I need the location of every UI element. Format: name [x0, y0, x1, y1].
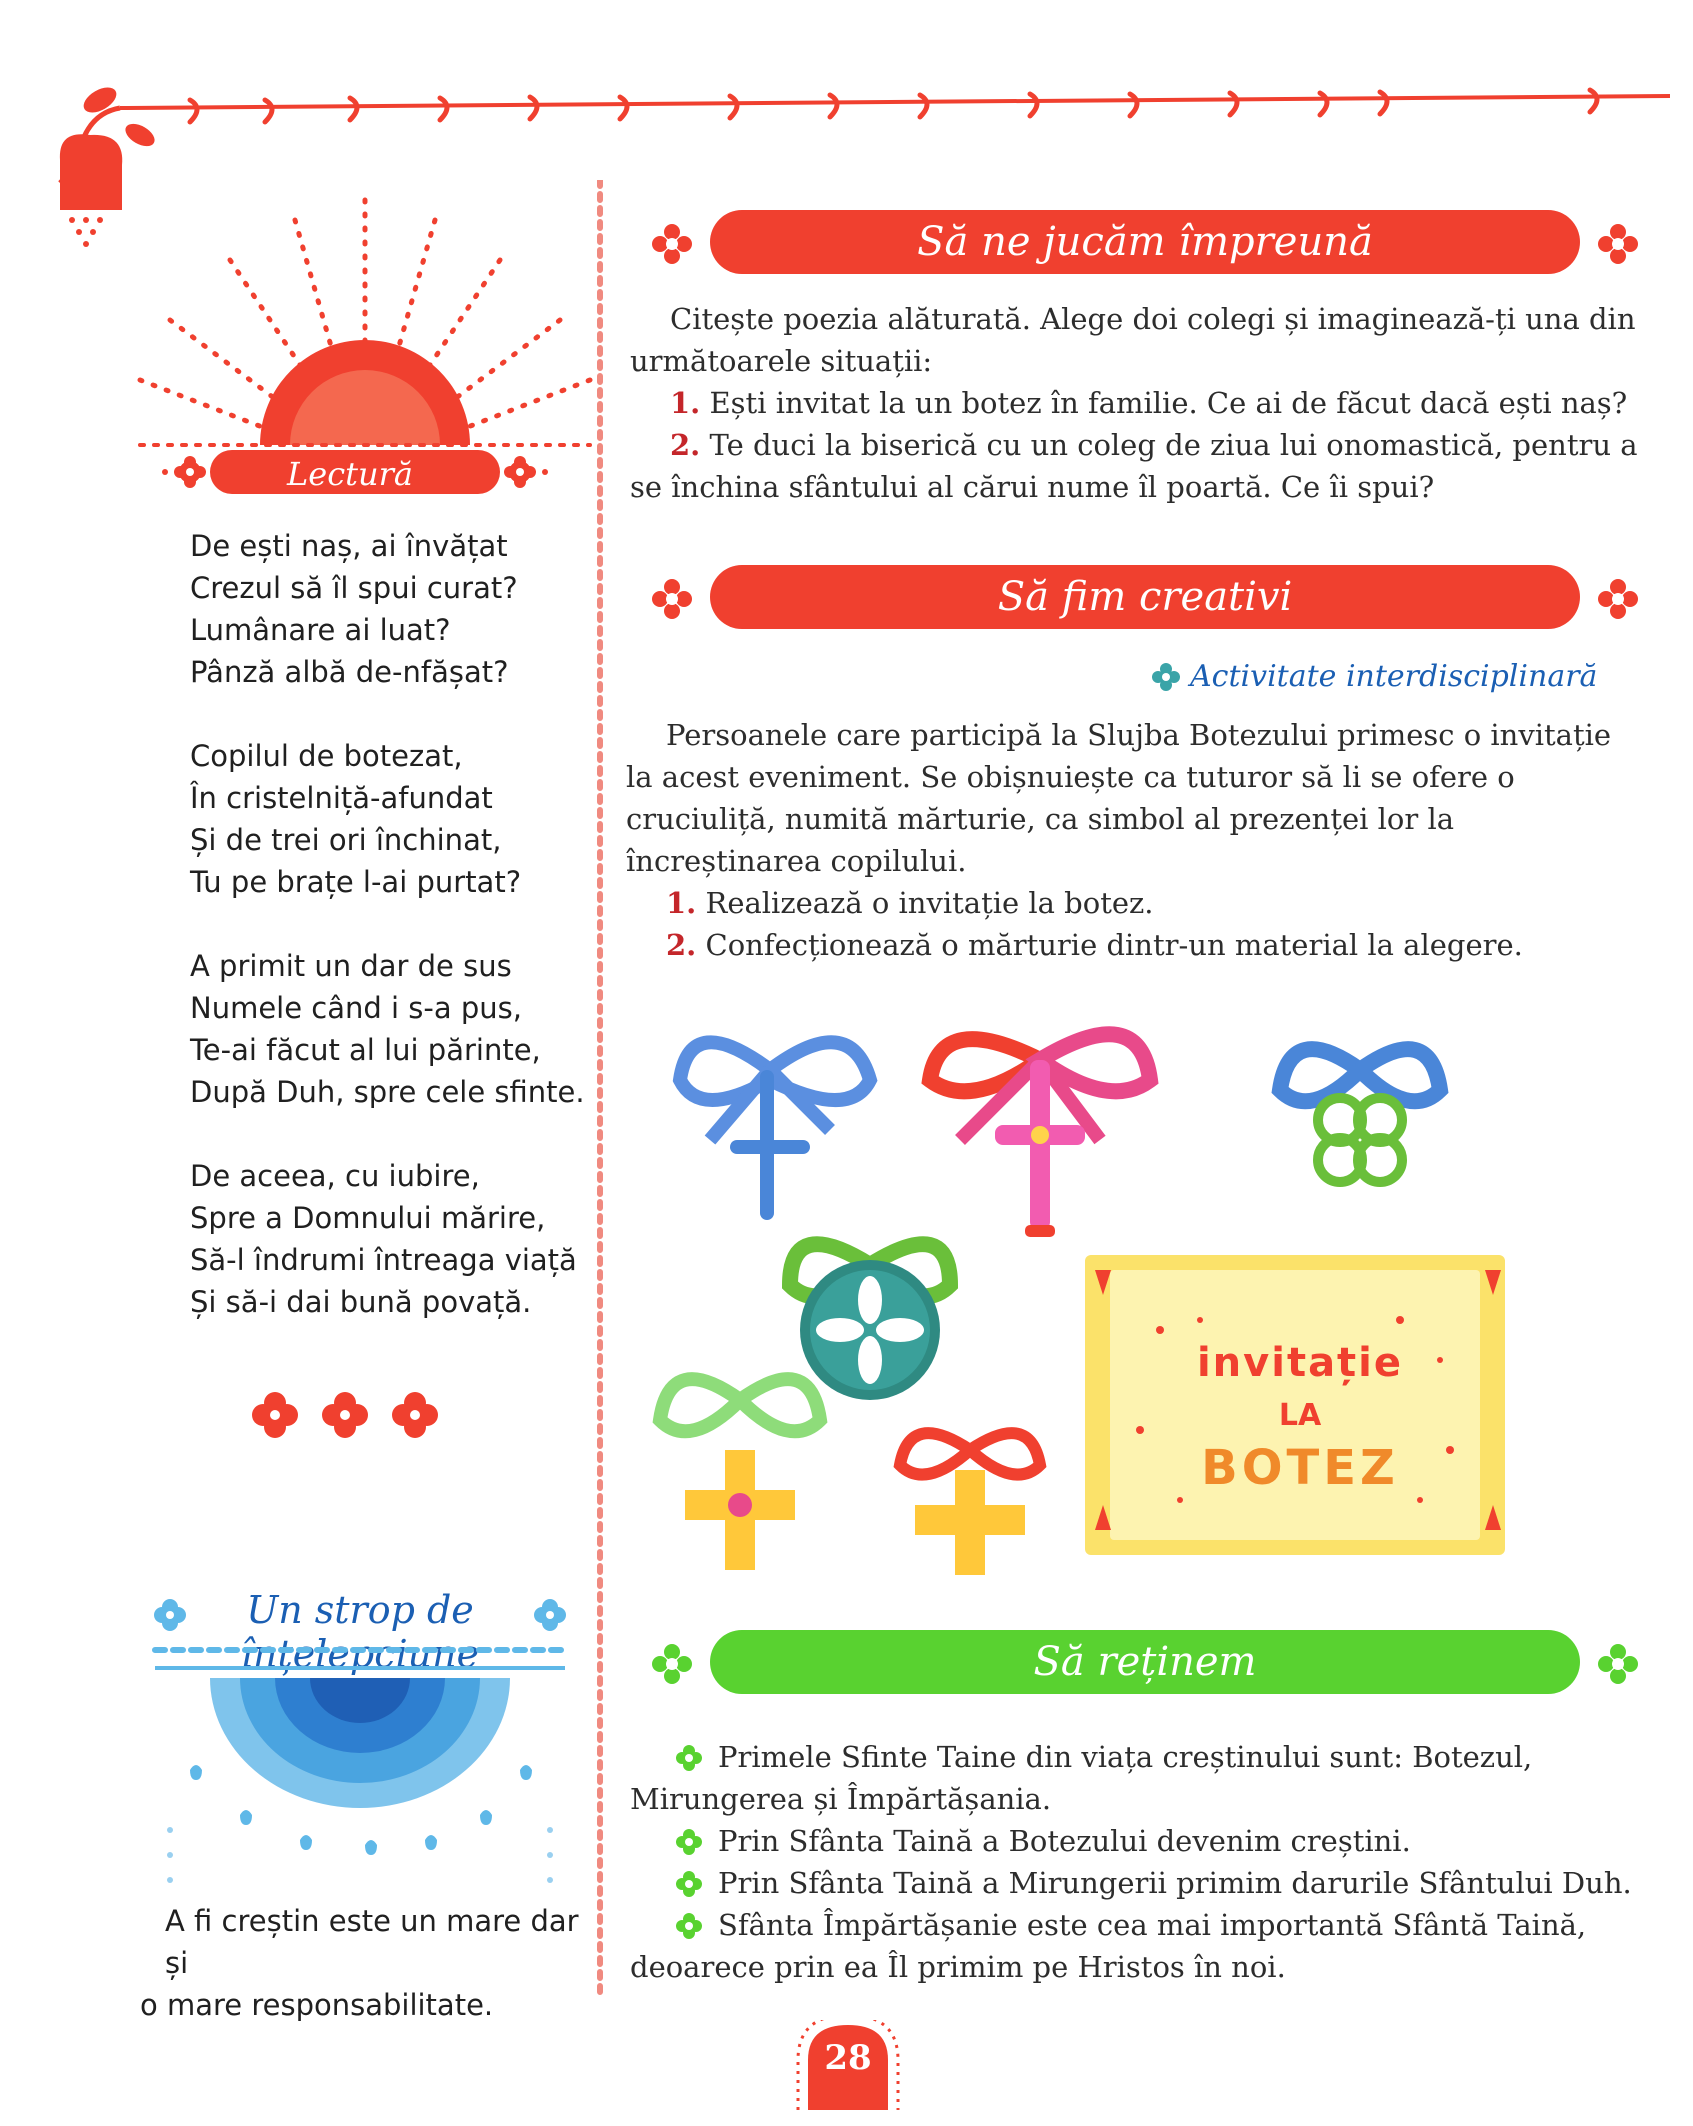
poem-line: Te-ai făcut al lui părinte, [190, 1033, 541, 1067]
wisdom-line-2: o mare responsabilitate. [140, 1988, 494, 2022]
wisdom-text [140, 1900, 600, 2026]
poem-line: După Duh, spre cele sfinte. [190, 1075, 585, 1109]
wisdom-title: Un strop de înțelepciune [240, 1588, 480, 1676]
poem-line: De aceea, cu iubire, [190, 1159, 480, 1193]
play-item-1: 1. Ești invitat la un botez în familie. Ce ai de făcut dacă ești naș? [670, 386, 1628, 420]
poem-line: Și de trei ori închinat, [190, 823, 502, 857]
poem-line: De ești naș, ai învățat [190, 529, 508, 563]
poem-line: Pânză albă de-nfășat? [190, 655, 509, 689]
poem-line: Copilul de botezat, [190, 739, 463, 773]
three-flowers-decoration [245, 1385, 445, 1445]
poem-line: Tu pe brațe l-ai purtat? [190, 865, 522, 899]
play-section-title: Să ne jucăm împreună [917, 219, 1373, 265]
flower-icon [1150, 661, 1182, 693]
poem-line: Să-l îndrumi întreaga viață [190, 1243, 577, 1277]
card-line-la: LA [1278, 1398, 1322, 1433]
creative-item-2: 2. Confecționează o mărturie dintr-un material la alegere. [666, 928, 1523, 962]
remember-section-title: Să reținem [1033, 1639, 1257, 1685]
poem-line: A primit un dar de sus [190, 949, 512, 983]
card-line-invitatie: invitație [1196, 1340, 1404, 1386]
poem-stanza [190, 735, 590, 903]
wisdom-line-1: A fi creștin este un mare dar și [165, 1904, 579, 1980]
play-section-banner [645, 190, 1645, 300]
green-flower-bullet-icon [675, 1870, 703, 1898]
page-number: 28 [824, 2038, 872, 2078]
poem-line: Și să-i dai bună povață. [190, 1285, 532, 1319]
flower-icon [650, 1642, 694, 1686]
poem-stanza [190, 945, 590, 1113]
creative-section-banner [645, 545, 1645, 655]
flower-icon [1596, 1642, 1640, 1686]
creative-item-1: 1. Realizează o invitație la botez. [666, 886, 1154, 920]
flower-icon [650, 577, 694, 621]
poem-line: Numele când i s-a pus, [190, 991, 522, 1025]
remember-bullet-1: Primele Sfinte Taine din viața creștinului sunt: Botezul, Mirungerea și Împărtășania. [630, 1740, 1533, 1816]
creative-section-title: Să fim creativi [997, 574, 1293, 620]
creative-intro: Persoanele care participă la Slujba Botezului primesc o invitație la acest eveniment. Se obișnuiește ca tuturor să li se ofere o cruciuliță, numită mărturie, ca simbol al prezenței lor la încreștinarea copilului. [626, 718, 1612, 878]
remember-bullet-2: Prin Sfânta Taină a Botezului devenim creștini. [630, 1820, 1640, 1862]
remember-bullet-4: Sfânta Împărtășanie este cea mai importantă Sfântă Taină, deoarece prin ea Îl primim pe Hristos în noi. [630, 1908, 1587, 1984]
flower-icon [1596, 222, 1640, 266]
activity-label: Activitate interdisciplinară [1150, 655, 1630, 699]
blue-cross [680, 1042, 870, 1220]
green-flower-bullet-icon [675, 1744, 703, 1772]
page-number-badge [793, 2020, 903, 2110]
remember-section-banner [645, 1610, 1645, 1720]
lectura-label: Lectură [287, 455, 413, 493]
poem-stanza [190, 525, 590, 693]
remember-bullet-3: Prin Sfânta Taină a Mirungerii primim darurile Sfântului Duh. [630, 1862, 1640, 1904]
poem-line: În cristelniță-afundat [190, 781, 493, 815]
poem-line: Spre a Domnului mărire, [190, 1201, 546, 1235]
remember-section-body [630, 1736, 1640, 1988]
poem-line: Crezul să îl spui curat? [190, 571, 518, 605]
play-item-2: 2. Te duci la biserică cu un coleg de ziua lui onomastică, pentru a se închina sfântului al cărui nume îl poartă. Ce îi spui? [630, 428, 1638, 504]
green-flower-bullet-icon [675, 1828, 703, 1856]
play-section-body [630, 298, 1640, 508]
blue-sun-illustration [150, 1640, 570, 1890]
green-flower-bullet-icon [675, 1912, 703, 1940]
play-intro: Citește poezia alăturată. Alege doi colegi și imaginează-ți una din următoarele situații: [630, 302, 1636, 378]
card-line-botez: BOTEZ [1201, 1440, 1399, 1496]
poem-line: Lumânare ai luat? [190, 613, 451, 647]
flower-icon [1596, 577, 1640, 621]
creative-section-body [626, 714, 1636, 966]
baptism-crafts-illustration [640, 1000, 1640, 1580]
flower-icon [650, 222, 694, 266]
poem-stanza [190, 1155, 590, 1323]
poem [190, 525, 590, 1365]
